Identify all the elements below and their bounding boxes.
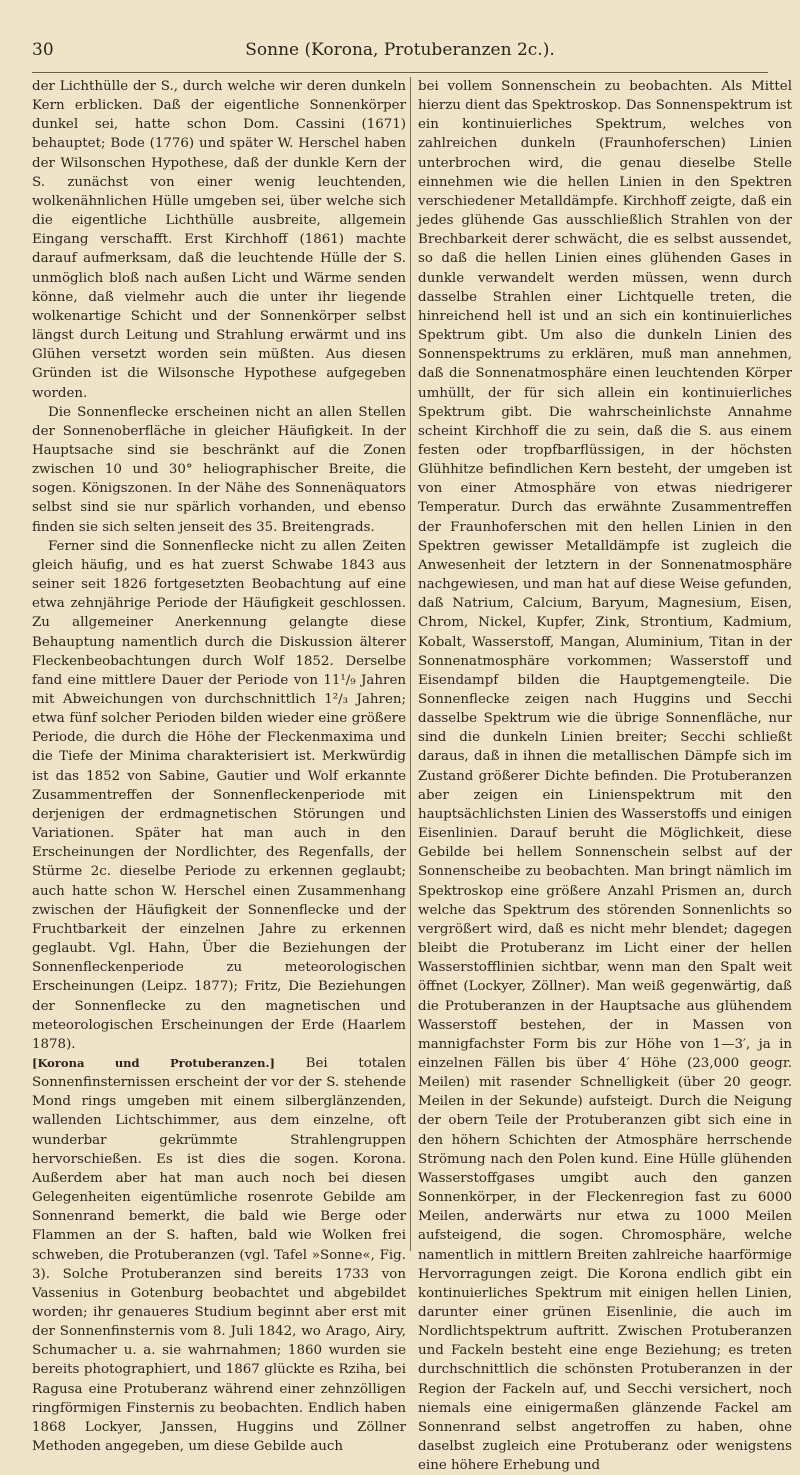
left-paragraph-1: der Lichthülle der S., durch welche wir deren dunkeln Kern erblicken. Daß der eigentliche Sonnenkörper dunkel sei, hatte schon Dom. Cassini (1671) behauptet; Bode (1776) und später W. Herschel haben der Wilsonschen Hypothese, daß der dunkle Kern der S. zunächst von einer wenig leuchtenden, wolkenähnlichen Hülle umgeben sei, über welche sich die eigentliche Lichthülle ausbreite, allgemein Eingang verschafft. Erst Kirchhoff (1861) machte darauf aufmerksam, daß die leuchtende Hülle der S. unmöglich bloß nach außen Licht und Wärme senden könne, daß vielmehr auch die unter ihr liegende wolkenartige Schicht und der Sonnenkörper selbst längst durch Leitung und Strahlung erwärmt und ins Glühen versetzt worden sein müßten. Aus diesen Gründen ist die Wilsonsche Hypothese aufgegeben worden.	[32, 79, 406, 401]
left-paragraph-2: Die Sonnenflecke erscheinen nicht an allen Stellen der Sonnenoberfläche in gleicher Häufigkeit. In der Hauptsache sind sie beschränkt auf die Zonen zwischen 10 und 30° heliographischer Breite, die sogen. Königszonen. In der Nähe des Sonnenäquators selbst sind sie nur spärlich vorhanden, und ebenso finden sie sich selten jenseit des 35. Breitengrads.	[32, 404, 406, 535]
page-header	[32, 40, 768, 68]
left-paragraph-3: Ferner sind die Sonnenflecke nicht zu allen Zeiten gleich häufig, und es hat zuerst Schwabe 1843 aus seiner seit 1826 fortgesetzten Beobachtung auf eine etwa zehnjährige Periode der Häufigkeit geschlossen. Zu allgemeiner Anerkennung gelangte diese Behauptung namentlich durch die Diskussion älterer Fleckenbeobachtungen durch Wolf 1852. Derselbe fand eine mittlere Dauer der Periode von 11¹/₉ Jahren mit Abweichungen von durchschnittlich 1²/₃ Jahren; etwa fünf solcher Perioden bilden wieder eine größere Periode, die durch die Höhe der Fleckenmaxima und die Tiefe der Minima charakterisiert ist. Merkwürdig ist das 1852 von Sabine, Gautier und Wolf erkannte Zusammentreffen der Sonnenfleckenperiode mit derjenigen der erdmagnetischen Störungen und Variationen. Später hat man auch in den Erscheinungen der Nordlichter, des Regenfalls, der Stürme 2c. dieselbe Periode zu erkennen geglaubt; auch hatte schon W. Herschel einen Zusammenhang zwischen der Häufigkeit der Sonnenflecke und der Fruchtbarkeit der einzelnen Jahre zu erkennen geglaubt. Vgl. Hahn, Über die Beziehungen der Sonnenfleckenperiode zu meteorologischen Erscheinungen (Leipz. 1877); Fritz, Die Beziehungen der Sonnenflecke zu den magnetischen und meteorologischen Erscheinungen der Erde (Haarlem 1878).	[32, 538, 406, 1052]
section-label: [Korona und Protuberanzen.]	[32, 1055, 275, 1070]
page-number: 30	[32, 40, 54, 60]
left-paragraph-4-text: Bei totalen Sonnenfinsternissen erscheint der vor der S. stehende Mond rings umgeben mit einem silberglänzenden, wallenden Lichtschimmer, aus dem einzelne, oft wunderbar gekrümmte Strahlengruppen hervorschießen. Es ist dies die sogen. Korona. Außerdem aber hat man auch noch bei diesen Gelegenheiten eigentümliche rosenrote Gebilde am Sonnenrand bemerkt, die bald wie Berge oder Flammen an der S. haften, bald wie Wolken frei schweben, die Protuberanzen (vgl. Tafel »Sonne«, Fig. 3). Solche Protuberanzen sind bereits 1733 von Vassenius in Gotenburg beobachtet und abgebildet worden; ihr genaueres Studium beginnt aber erst mit der Sonnenfinsternis vom 8. Juli 1842, wo Arago, Airy, Schumacher u. a. sie wahrnahmen; 1860 wurden sie bereits photographiert, und 1867 glückte es Rziha, bei Ragusa eine Protuberanz während einer zehnzölligen ringförmigen Finsternis zu beobachten. Endlich haben 1868 Lockyer, Janssen, Huggins und Zöllner Methoden angegeben, um diese Gebilde auch	[32, 1055, 406, 1455]
right-column	[418, 77, 792, 1474]
header-rule	[32, 72, 768, 73]
running-title: Sonne (Korona, Protuberanzen 2c.).	[245, 40, 555, 60]
right-paragraph-1: bei vollem Sonnenschein zu beobachten. Als Mittel hierzu dient das Spektroskop. Das Sonnenspektrum ist ein kontinuierliches Spektrum, welches von zahlreichen dunkeln (Fraunhoferschen) Linien unterbrochen wird, die genau dieselbe Stelle einnehmen wie die hellen Linien in den Spektren verschiedener Metalldämpfe. Kirchhoff zeigte, daß ein jedes glühende Gas ausschließlich Strahlen von der Brechbarkeit derer schwächt, die es selbst aussendet, so daß die hellen Linien eines glühenden Gases in dunkle verwandelt werden müssen, wenn durch dasselbe Strahlen einer Lichtquelle treten, die hinreichend hell ist und an sich ein kontinuierliches Spektrum gibt. Um also die dunkeln Linien des Sonnenspektrums zu erklären, muß man annehmen, daß die Sonnenatmosphäre einen leuchtenden Körper umhüllt, der für sich allein ein kontinuierliches Spektrum gibt. Die wahrscheinlichste Annahme scheint Kirchhoff die zu sein, daß die S. aus einem festen oder tropfbarflüssigen, in der höchsten Glühhitze befindlichen Kern besteht, der umgeben ist von einer Atmosphäre von etwas niedrigerer Temperatur. Durch das erwähnte Zusammentreffen der Fraunhoferschen mit den hellen Linien in den Spektren gewisser Metalldämpfe ist zugleich die Anwesenheit der letztern in der Sonnenatmosphäre nachgewiesen, und man hat auf diese Weise gefunden, daß Natrium, Calcium, Baryum, Magnesium, Eisen, Chrom, Nickel, Kupfer, Zink, Strontium, Kadmium, Kobalt, Wasserstoff, Mangan, Aluminium, Titan in der Sonnenatmosphäre vorkommen; Wasserstoff und Eisendampf bilden die Hauptgemengteile. Die Sonnenflecke zeigen nach Huggins und Secchi dasselbe Spektrum wie die übrige Sonnenfläche, nur sind die dunkeln Linien breiter; Secchi schließt daraus, daß in ihnen die metallischen Dämpfe sich im Zustand größerer Dichte befinden. Die Protuberanzen aber zeigen ein Linienspektrum mit den hauptsächlichsten Linien des Wasserstoffs und einigen Eisenlinien. Darauf beruht die Möglichkeit, diese Gebilde bei hellem Sonnenschein selbst auf der Sonnenscheibe zu beobachten. Man bringt nämlich im Spektroskop eine größere Anzahl Prismen an, durch welche das Spektrum des störenden Sonnenlichts so vergrößert wird, daß es nicht mehr blendet; dagegen bleibt die Protuberanz im Licht einer der hellen Wasserstofflinien sichtbar, wenn man den Spalt weit öffnet (Lockyer, Zöllner). Man weiß gegenwärtig, daß die Protuberanzen in der Hauptsache aus glühendem Wasserstoff bestehen, der in Massen von mannigfachster Form bis zur Höhe von 1—3′, ja in einzelnen Fällen bis über 4′ Höhe (23,000 geogr. Meilen) mit rasender Schnelligkeit (über 20 geogr. Meilen in der Sekunde) aufsteigt. Durch die Neigung der obern Teile der Protuberanzen gibt sich eine in den höhern Schichten der Atmosphäre herrschende Strömung nach den Polen kund. Eine Hülle glühenden Wasserstoffgases umgibt auch den ganzen Sonnenkörper, in der Fleckenregion fast zu 6000 Meilen, anderwärts nur etwa zu 1000 Meilen aufsteigend, die sogen. Chromosphäre, welche namentlich in mittlern Breiten zahlreiche haarförmige Hervorragungen zeigt. Die Korona endlich gibt ein kontinuierliches Spektrum mit einigen hellen Linien, darunter einer grünen Eisenlinie, die auch im Nordlichtspektrum auftritt. Zwischen Protuberanzen und Fackeln besteht eine enge Beziehung; es treten durchschnittlich die schönsten Protuberanzen in der Region der Fackeln auf, und Secchi versichert, noch niemals eine einigermaßen glänzende Fackel am Sonnenrand selbst angetroffen zu haben, ohne daselbst zugleich eine Protuberanz oder wenigstens eine höhere Erhebung und	[418, 79, 792, 1474]
left-paragraph-4	[32, 1054, 406, 1456]
left-column	[32, 77, 406, 1455]
column-divider	[410, 77, 411, 1251]
